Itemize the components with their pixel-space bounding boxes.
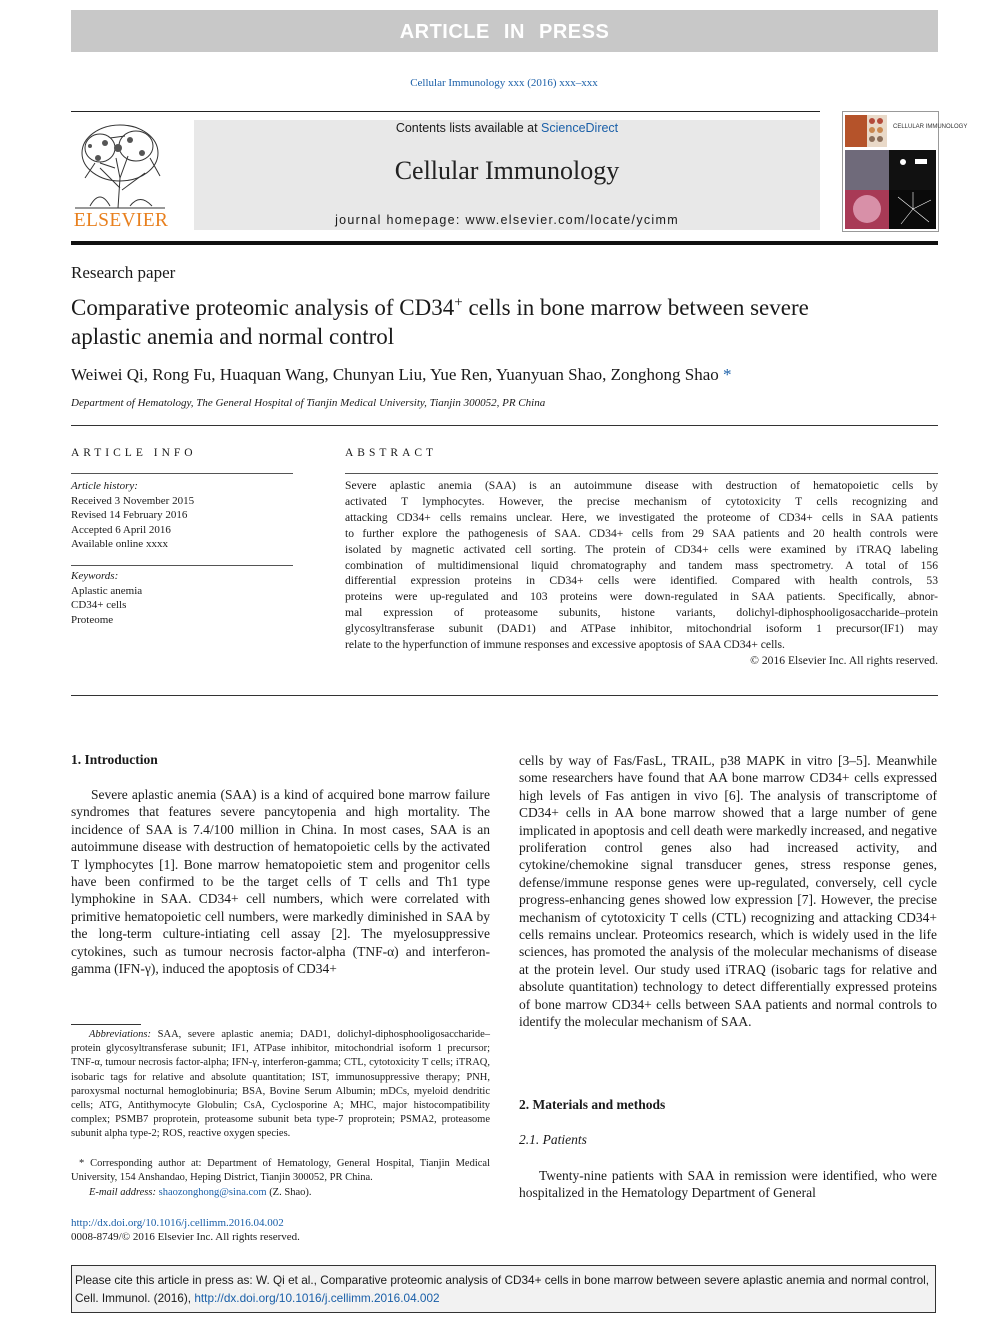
citation-text: Please cite this article in press as: W. Qi et al., Comparative proteomic analysis of CD34+ cells in bone marrow between severe aplastic anemia and normal control, Cell. Immunol. (2016), [75,1273,930,1305]
email-suffix: (Z. Shao). [266,1187,312,1198]
abstract-rule-top [345,473,938,474]
abstract-line: differential expression proteins in CD34+ cells were identified. Compared with health controls, 53 [345,574,938,588]
keyword: Proteome [71,613,114,626]
abbreviations-text: SAA, severe aplastic anemia; DAD1, dolichyl-diphosphooligosaccharide–protein glycosyltransferase subunit; IF1, ATPase inhibitor, mitochondrial isoform 1 precursor; TNF-α, tumour necrosis factor-alpha; IFN-γ, interferon-gamma; CTL, cytotoxicity T cells; iTRAQ, isobaric tags for relative and absolute quantitation; IST, immunosuppressive therapy; PNH, paroxysmal nocturnal hemoglobinuria; BSA, Bovine Serum Albumin; mDCs, myeloid dendritic cells; ATG, Antithymocyte Globulin; CsA, Cyclosporine A; MHC, major histocompatibility complex; PSMB7 proprotein, proteasome subunit beta type-7 proprotein; PSMA2, proteasome subunit alpha type-2; ROS, reactive oxygen species. [71,1029,490,1140]
abstract-line: mal expression of proteasome subunits, histone variants, dolichyl-diphosphooligosaccharide–protein [345,606,938,620]
history-revised: Revised 14 February 2016 [71,509,188,521]
abstract-line: proteins were up-regulated and 103 proteins were down-regulated in SAA patients. Specifically, abnor- [345,590,938,604]
corresponding-footnote: * Corresponding author at: Department of Hematology, General Hospital, Tianjin Medical University, 154 Anshandao, Heping District, Tianjin 300052, PR China. [71,1158,490,1184]
abstract-text [345,478,938,653]
title-superscript: + [454,294,463,311]
abstract-line: Severe aplastic anemia (SAA) is an autoimmune disease with destruction of hematopoietic cells by [345,479,938,492]
methods-heading: 2. Materials and methods [519,1097,666,1112]
email-link[interactable]: shaozonghong@sina.com [158,1187,267,1198]
journal-cover-icon [843,112,968,231]
footnote-rule [71,1024,141,1025]
abstract-line: attacking CD34+ cells remains unclear. Here, we investigated the proteome of CD34+ cells in SAA patients [345,510,938,524]
methods-column [519,1167,937,1202]
elsevier-wordmark: ELSEVIER [73,210,169,231]
title-part2: cells in bone marrow between severe aplastic anemia and normal control [71,295,809,349]
patients-paragraph: Twenty-nine patients with SAA in remission were identified, who were hospitalized in the Hematology Department of General [519,1168,937,1201]
abstract-heading: ABSTRACT [345,447,438,459]
abstract-line: to further explore the pathogenesis of SAA. CD34+ cells from 29 SAA patients and 20 health controls were [345,526,938,540]
masthead-thick-rule [71,241,938,245]
history-accepted: Accepted 6 April 2016 [71,523,171,536]
authors-text: Weiwei Qi, Rong Fu, Huaquan Wang, Chunyan Liu, Yue Ren, Yuanyuan Shao, Zonghong Shao [71,365,719,384]
keyword: CD34+ cells [71,599,127,611]
author-list [71,365,732,385]
history-received: Received 3 November 2015 [71,494,195,507]
intro-paragraph-2: cells by way of Fas/FasL, TRAIL, p38 MAPK in vitro [3–5]. Meanwhile some researchers have found that AA bone marrow CD34+ cells expressed high levels of Fas antigen in vivo [6]. The analysis of transcriptome of CD34+ cells in AA bone marrow showed that a large number of gene implicated in apoptosis and cell death were markedly increased, and negative proliferation control genes also had increased activity, and cytokine/chemokine signal transducer genes, stress response genes, defense/immune response genes were up-regulated, conversely, cell cycle progress-enhancing genes showed low expression [7]. However, the precise mechanism of cytotoxicity T cells (CTL) recognizing and attacking CD34+ cells remains unclear. Proteomics research, which is widely used in the life sciences, has promoted the analysis of the molecular mechanisms of disease at the protein level. Our study used iTRAQ (isobaric tags for relative and absolute quantitation) technology to detect differentially expressed proteins of bone marrow CD34+ cells between SAA patients and normal controls to identify the molecular mechanism of SAA. [519,753,937,1030]
info-rule-top [71,473,293,474]
article-in-press-banner: ARTICLE IN PRESS [71,10,938,52]
keyword: Aplastic anemia [71,584,143,597]
article-history [71,479,293,552]
introduction-left-column [71,786,490,977]
patients-subheading: 2.1. Patients [519,1132,587,1147]
info-rule-mid [71,565,293,566]
abstract-line: relate to the hyperfunction of immune responses and excessive apoptosis of SAA CD34+ cells. [345,638,785,652]
contents-line [194,121,820,135]
abstract-line: activated T lymphocytes. However, the precise mechanism of cytotoxicity T cells recognizing and [345,494,938,508]
history-online: Available online xxxx [71,538,168,550]
abstract-end-rule [71,695,938,696]
journal-cover-image [842,111,968,232]
keywords-label: Keywords: [71,570,119,582]
header-rule [71,111,820,112]
email-label: E-mail address: [89,1187,159,1198]
citation-doi-link[interactable]: http://dx.doi.org/10.1016/j.cellimm.2016.04.002 [194,1290,440,1305]
introduction-right-column [519,752,937,1031]
abstract-line: combination of multidimensional liquid chromatography and tandem mass spectrometry. A total of 156 [345,558,938,572]
article-type: Research paper [71,263,176,282]
journal-homepage[interactable]: journal homepage: www.elsevier.com/locate/ycimm [335,213,679,227]
corresponding-author-mark[interactable]: * [723,365,732,384]
abbreviations-label: Abbreviations: [89,1029,152,1040]
title-part1: Comparative proteomic analysis of CD34 [71,295,455,320]
abstract-copyright: © 2016 Elsevier Inc. All rights reserved. [750,654,938,667]
email-footnote [71,1186,490,1200]
journal-name: Cellular Immunology [394,156,620,185]
section-rule [71,425,938,426]
issn-line: 0008-8749/© 2016 Elsevier Inc. All rights reserved. [71,1231,300,1243]
contents-prefix: Contents lists available at [395,121,542,135]
keywords [71,569,293,627]
journal-citation[interactable]: Cellular Immunology xxx (2016) xxx–xxx [410,77,598,89]
introduction-heading: 1. Introduction [71,752,158,767]
history-label: Article history: [71,480,138,492]
affiliation: Department of Hematology, The General Hospital of Tianjin Medical University, Tianjin 300052, PR China [71,397,546,409]
article-title [71,293,871,351]
abbreviations-footnote [71,1028,490,1142]
article-info-heading: ARTICLE INFO [71,447,197,459]
intro-paragraph-1: Severe aplastic anemia (SAA) is a kind of acquired bone marrow failure syndromes that features severe pancytopenia and high mortality. The incidence of SAA is 7.4/100 million in China. In most cases, SAA is an autoimmune disease with destruction of hematopoietic cells by the activated T lymphocytes [1]. Bone marrow hematopoietic stem and progenitor cells have been confirmed to be the target cells of T cells and Th1 type lymphokine in SAA. CD34+ cell numbers, which were correlated with primitive hematopoietic cell numbers, were markedly diminished in SAA by the long-term culture-intiating cell assay [2]. The myelosuppressive cytokines, such as tumour necrosis factor-alpha (TNF-α) and interferon-gamma (IFN-γ), induced the apoptosis of CD34+ [71,787,490,977]
citation-box [71,1265,936,1313]
abstract-line: isolated by magnetic activated cell sorting. The protein of CD34+ cells were examined by iTRAQ labeling [345,542,938,556]
doi-link[interactable]: http://dx.doi.org/10.1016/j.cellimm.2016.04.002 [71,1217,284,1229]
abstract-line: glycosyltransferase subunit (DAD1) and ATPase inhibitor, mitochondrial isoform 1 precursor(IF1) may [345,622,938,636]
cover-title: CELLULAR IMMUNOLOGY [893,124,968,130]
sciencedirect-link[interactable]: ScienceDirect [541,121,619,135]
